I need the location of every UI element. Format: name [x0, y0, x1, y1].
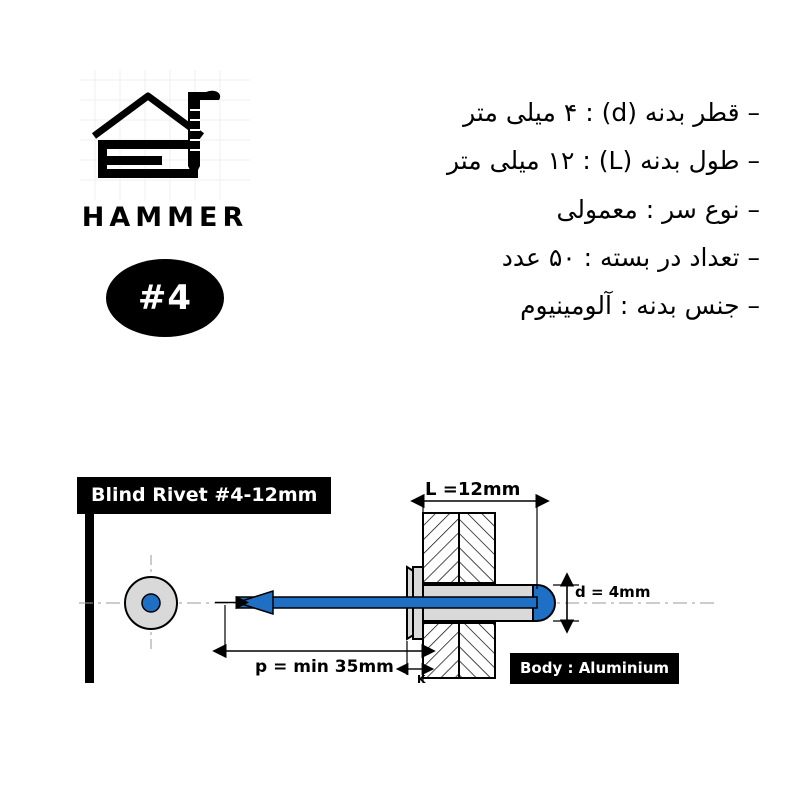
spec-list — [280, 100, 760, 341]
spec-item-body-material: – جنس بدنه : آلومینیوم — [520, 291, 760, 320]
hammer-house-logo-icon — [80, 70, 250, 200]
technical-diagram — [55, 455, 755, 725]
spec-item-length: – طول بدنه (L) : ۱۲ میلی متر — [446, 146, 760, 176]
spec-item-pack-quantity: – تعداد در بسته : ۵۰ عدد — [501, 242, 760, 272]
brand-block — [60, 70, 270, 337]
length-dimension-label: L =12mm — [425, 479, 521, 500]
size-badge: #4 — [106, 259, 224, 337]
spec-item-head-type: – نوع سر : معمولی — [556, 194, 760, 224]
brand-name: HAMMER — [81, 202, 249, 233]
spec-item-diameter: – قطر بدنه (d) : ۴ میلی متر — [463, 98, 760, 127]
pitch-dimension-label: p = min 35mm — [255, 657, 394, 677]
k-dimension-label: K — [417, 673, 426, 686]
diagram-title-tag: Blind Rivet #4-12mm — [77, 477, 331, 514]
diameter-dimension-label: d = 4mm — [575, 583, 651, 601]
body-material-tag: Body : Aluminium — [510, 653, 679, 684]
